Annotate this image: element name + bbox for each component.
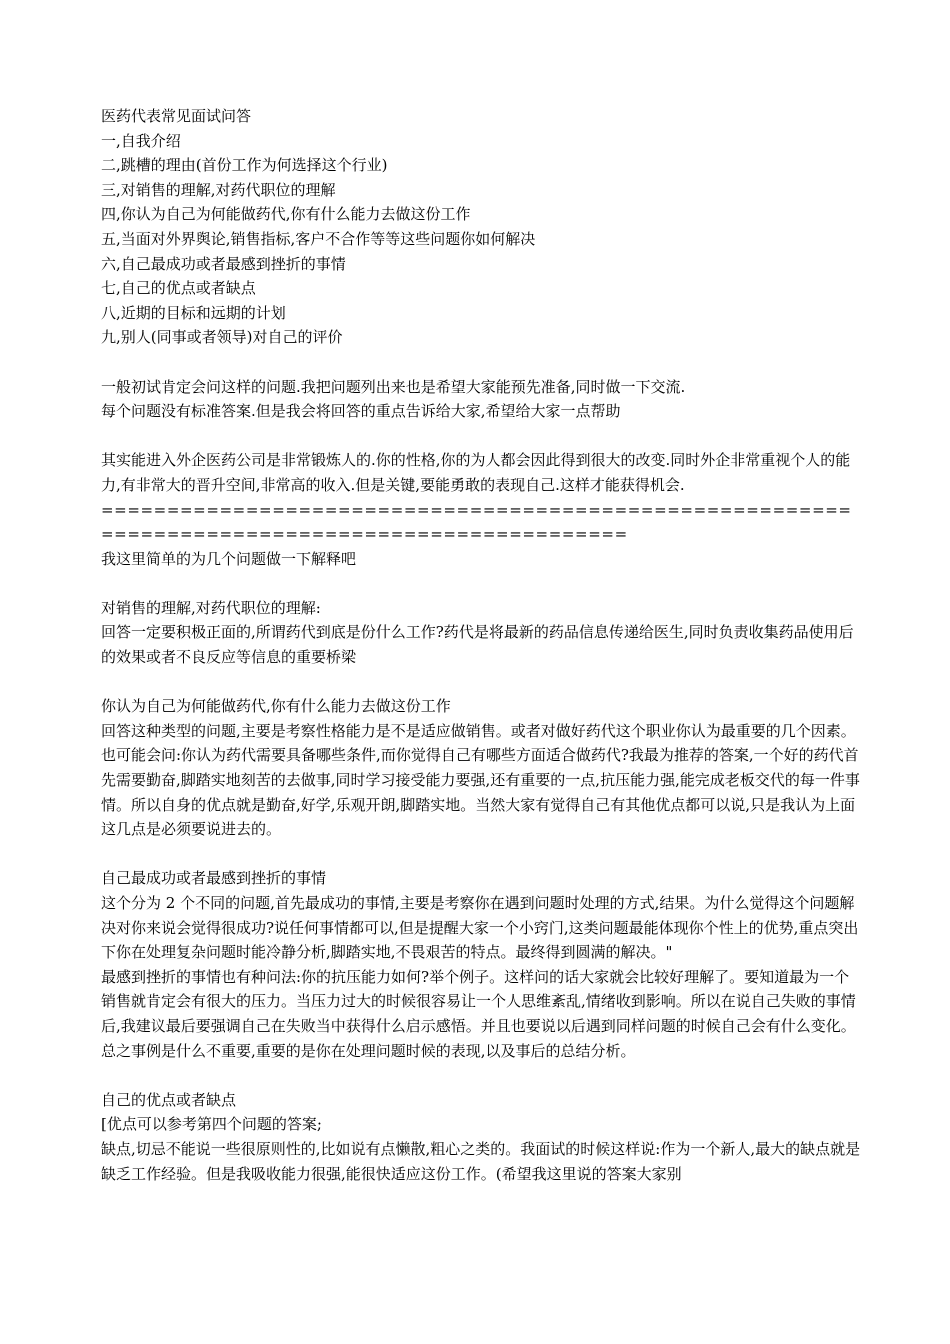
separator-line: ================================================================================================= xyxy=(101,500,852,544)
section-success-failure xyxy=(101,866,861,1063)
question-list xyxy=(101,129,861,350)
question-item: 四,你认为自己为何能做药代,你有什么能力去做这份工作 xyxy=(101,205,471,224)
section-heading: 自己的优点或者缺点 xyxy=(101,1090,237,1109)
question-item: 五,当面对外界舆论,销售指标,客户不合作等等这些问题你如何解决 xyxy=(101,229,536,248)
explain-heading: 我这里简单的为几个问题做一下解释吧 xyxy=(101,549,357,568)
intro-line: 每个问题没有标准答案.但是我会将回答的重点告诉给大家,希望给大家一点帮助 xyxy=(101,402,621,421)
section-why-rep xyxy=(101,694,861,842)
section-paragraph: 回答一定要积极正面的,所谓药代到底是份什么工作?药代是将最新的药品信息传递给医生,同时负责收集药品使用后的效果或者不良反应等信息的重要桥梁 xyxy=(101,623,854,667)
section-paragraph: 缺点,切忌不能说一些很原则性的,比如说有点懒散,粗心之类的。我面试的时候这样说:作为一个新人,最大的缺点就是缺乏工作经验。但是我吸收能力很强,能很快适应这份工作。(希望我这里说的答案大家别 xyxy=(101,1139,861,1183)
section-heading: 自己最成功或者最感到挫折的事情 xyxy=(101,869,327,888)
question-item: 二,跳槽的理由(首份工作为何选择这个行业) xyxy=(101,156,388,175)
question-item: 七,自己的优点或者缺点 xyxy=(101,279,256,298)
section-sales-understanding xyxy=(101,596,861,670)
blank-line xyxy=(101,350,861,375)
document-page xyxy=(101,104,861,1186)
document-title: 医药代表常见面试问答 xyxy=(101,107,252,125)
blank-line xyxy=(101,842,861,867)
section-heading: 对销售的理解,对药代职位的理解: xyxy=(101,598,321,617)
section-strengths-weaknesses xyxy=(101,1088,861,1186)
question-item: 六,自己最成功或者最感到挫折的事情 xyxy=(101,254,346,273)
intro-line: 一般初试肯定会问这样的问题.我把问题列出来也是希望大家能预先准备,同时做一下交流. xyxy=(101,377,686,396)
question-item: 一,自我介绍 xyxy=(101,131,181,150)
blank-line xyxy=(101,424,861,449)
question-item: 八,近期的目标和远期的计划 xyxy=(101,303,286,322)
section-paragraph: 这个分为 2 个不同的问题,首先最成功的事情,主要是考察你在遇到问题时处理的方式,结果。为什么觉得这个问题解决对你来说会觉得很成功?说任何事情都可以,但是提醒大家一个小窍门,这类问题最能体现你个性上的优势,重点突出下你在处理复杂问题时能冷静分析,脚踏实地,不畏艰苦的特点。最终得到圆满的解决。" xyxy=(101,894,859,962)
question-item: 九,别人(同事或者领导)对自己的评价 xyxy=(101,328,343,347)
section-paragraph: 回答这种类型的问题,主要是考察性格能力是不是适应做销售。或者对做好药代这个职业你认为最重要的几个因素。也可能会问:你认为药代需要具备哪些条件,而你觉得自己有哪些方面适合做药代?我最为推荐的答案,一个好的药代首先需要勤奋,脚踏实地刻苦的去做事,同时学习接受能力要强,还有重要的一点,抗压能力强,能完成老板交代的每一件事情。所以自身的优点就是勤奋,好学,乐观开朗,脚踏实地。当然大家有觉得自己有其他优点都可以说,只是我认为上面这几点是必须要说进去的。 xyxy=(101,721,860,839)
blank-line xyxy=(101,670,861,695)
foreign-company-paragraph: 其实能进入外企医药公司是非常锻炼人的.你的性格,你的为人都会因此得到很大的改变.同时外企非常重视个人的能力,有非常大的晋升空间,非常高的收入.但是关键,要能勇敢的表现自己.这样才能获得机会. xyxy=(101,451,851,494)
blank-line xyxy=(101,571,861,596)
section-paragraph: [优点可以参考第四个问题的答案; xyxy=(101,1115,322,1134)
blank-line xyxy=(101,1063,861,1088)
question-item: 三,对销售的理解,对药代职位的理解 xyxy=(101,180,336,199)
section-paragraph: 最感到挫折的事情也有种问法:你的抗压能力如何?举个例子。这样问的话大家就会比较好理解了。要知道最为一个销售就肯定会有很大的压力。当压力过大的时候很容易让一个人思维紊乱,情绪收到影响。所以在说自己失败的事情后,我建议最后要强调自己在失败当中获得什么启示感悟。并且也要说以后遇到同样问题的时候自己会有什么变化。总之事例是什么不重要,重要的是你在处理问题时候的表现,以及事后的总结分析。 xyxy=(101,967,856,1060)
section-heading: 你认为自己为何能做药代,你有什么能力去做这份工作 xyxy=(101,697,451,716)
